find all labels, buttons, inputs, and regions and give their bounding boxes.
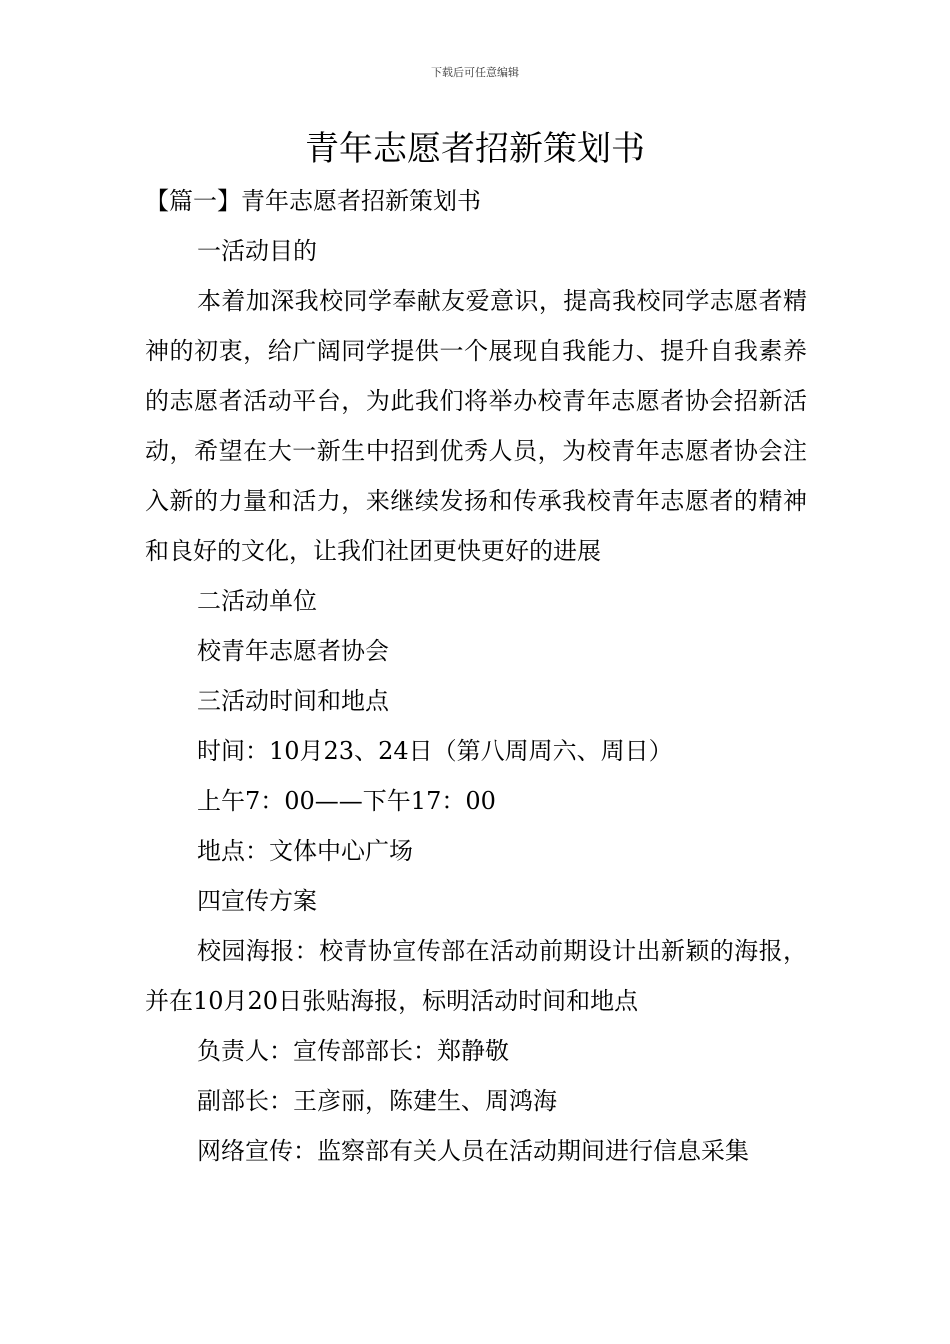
deputy-paragraph: 副部长：王彦丽，陈建生、周鸿海 (197, 1087, 557, 1115)
location-paragraph: 地点：文体中心广场 (197, 837, 413, 865)
section-heading-part-one: 【篇一】青年志愿者招新策划书 (145, 187, 481, 215)
section-heading-purpose: 一活动目的 (197, 237, 317, 265)
organizer-paragraph: 校青年志愿者协会 (197, 637, 389, 665)
hours-paragraph: 上午7：00——下午17：00 (197, 787, 496, 815)
document-body (145, 176, 807, 1176)
section-heading-publicity: 四宣传方案 (197, 887, 317, 915)
time-paragraph: 时间：10月23、24日（第八周周六、周日） (197, 737, 673, 765)
online-publicity-paragraph: 网络宣传：监察部有关人员在活动期间进行信息采集 (197, 1137, 749, 1165)
poster-paragraph: 校园海报：校青协宣传部在活动前期设计出新颖的海报，并在10月20日张贴海报，标明活动时间和地点 (145, 937, 807, 1015)
document-title: 青年志愿者招新策划书 (305, 129, 645, 169)
section-heading-time-place: 三活动时间和地点 (197, 687, 389, 715)
header-note: 下载后可任意编辑 (431, 66, 519, 79)
section-heading-organizer: 二活动单位 (197, 587, 317, 615)
responsible-person-paragraph: 负责人：宣传部部长：郑静敬 (197, 1037, 509, 1065)
purpose-paragraph: 本着加深我校同学奉献友爱意识，提高我校同学志愿者精神的初衷，给广阔同学提供一个展现自我能力、提升自我素养的志愿者活动平台，为此我们将举办校青年志愿者协会招新活动，希望在大一新生中招到优秀人员，为校青年志愿者协会注入新的力量和活力，来继续发扬和传承我校青年志愿者的精神和良好的文化，让我们社团更快更好的进展 (145, 287, 807, 565)
